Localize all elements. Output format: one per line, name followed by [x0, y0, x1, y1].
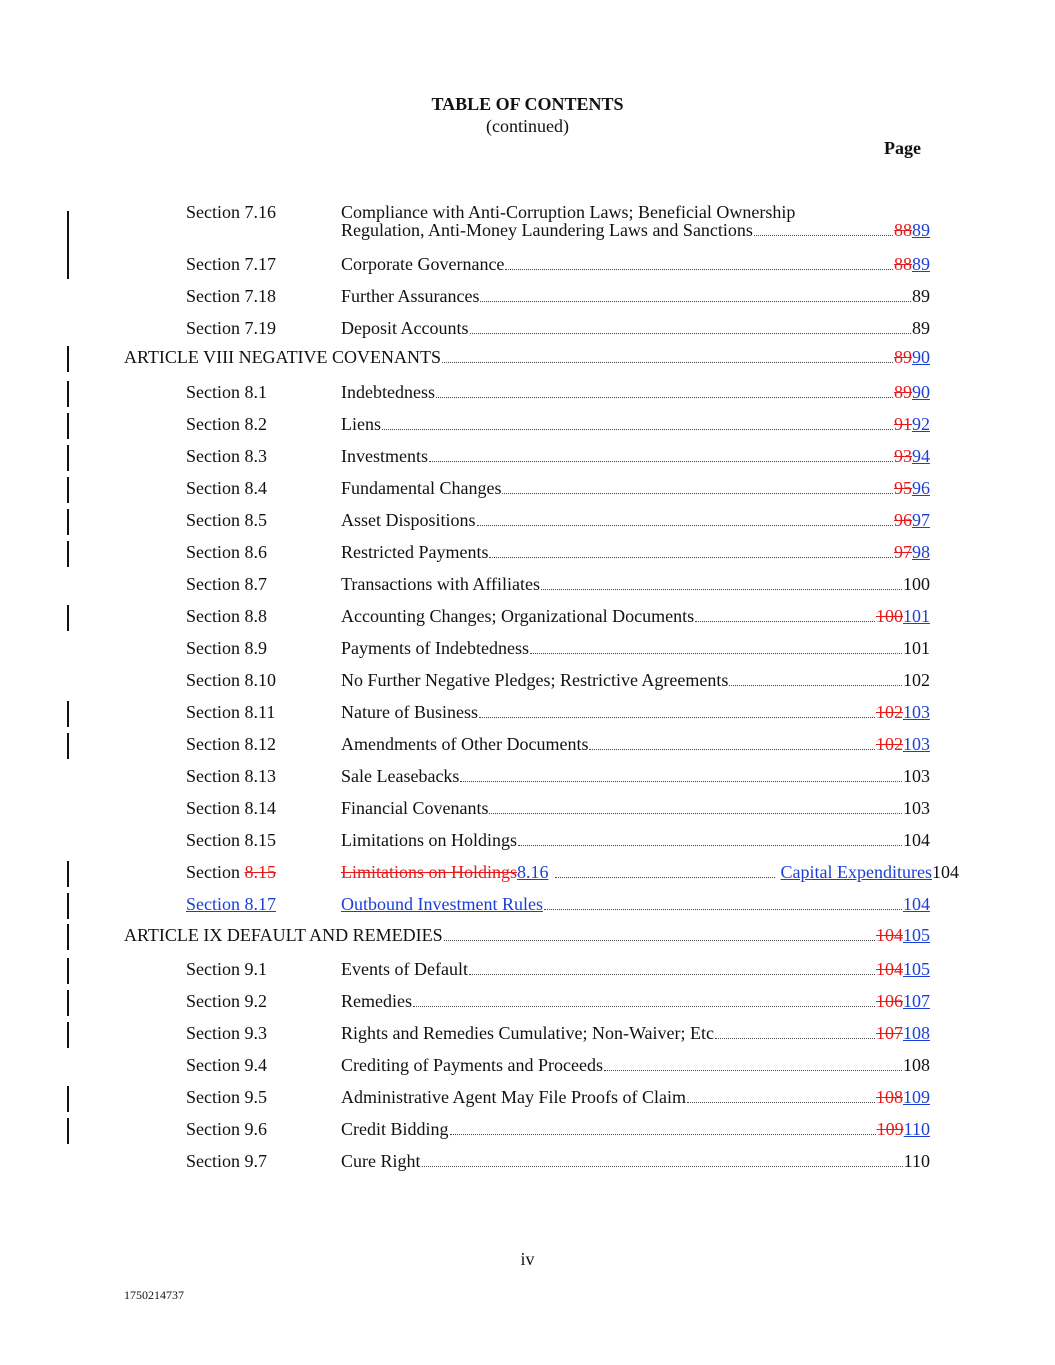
section-number: Section 9.5	[186, 1087, 267, 1107]
page-ref	[876, 990, 930, 1012]
deleted-page: 102	[876, 702, 903, 722]
dot-leader	[589, 735, 875, 750]
inserted-page[interactable]: 96	[912, 478, 930, 498]
inserted-page[interactable]: 108	[903, 1023, 930, 1043]
toc-entry	[0, 797, 1055, 819]
dot-leader	[502, 479, 893, 494]
page-ref	[876, 1022, 930, 1044]
section-number: Section 9.7	[186, 1151, 267, 1171]
section-title: Administrative Agent May File Proofs of Claim	[341, 1087, 686, 1107]
inserted-page[interactable]: 94	[912, 446, 930, 466]
page-ref	[876, 924, 930, 946]
toc-entry-redline	[0, 861, 1055, 883]
section-number: Section 9.2	[186, 991, 267, 1011]
dot-leader	[555, 863, 775, 878]
page-ref: 102	[903, 670, 930, 690]
section-number: Section 9.6	[186, 1119, 267, 1139]
dot-leader	[442, 348, 893, 363]
change-bar	[67, 605, 69, 631]
dot-leader	[444, 926, 875, 941]
change-bar	[67, 253, 69, 279]
deleted-page: 88	[894, 254, 912, 274]
toc-entry	[0, 477, 1055, 499]
toc-subtitle: (continued)	[486, 116, 569, 136]
dot-leader	[469, 960, 875, 975]
toc-article	[0, 346, 1055, 368]
section-title-line1: Compliance with Anti-Corruption Laws; Beneficial Ownership	[341, 202, 796, 222]
dot-leader	[479, 703, 875, 718]
toc-entry	[0, 701, 1055, 723]
toc-entry	[0, 413, 1055, 435]
section-title: Asset Dispositions	[341, 510, 476, 530]
section-number: Section 7.17	[186, 254, 276, 274]
deleted-page: 89	[894, 347, 912, 367]
deleted-page: 95	[894, 478, 912, 498]
change-bar	[67, 346, 69, 372]
change-bar	[67, 958, 69, 984]
deleted-page: 109	[876, 1119, 904, 1139]
page-ref	[894, 381, 930, 403]
toc-entry	[0, 445, 1055, 467]
deleted-section-number: 8.15	[244, 862, 276, 882]
inserted-page[interactable]: 97	[912, 510, 930, 530]
page-ref: 108	[903, 1055, 930, 1075]
dot-leader	[460, 767, 902, 782]
page-ref	[894, 541, 930, 563]
toc-entry	[0, 669, 1055, 691]
deleted-page: 104	[876, 959, 903, 979]
change-bar	[67, 1118, 69, 1144]
inserted-page[interactable]: 90	[912, 382, 930, 402]
toc-article	[0, 924, 1055, 946]
section-title: Events of Default	[341, 959, 468, 979]
toc-entry	[0, 765, 1055, 787]
section-title: Crediting of Payments and Proceeds	[341, 1055, 603, 1075]
dot-leader	[477, 511, 893, 526]
section-number: Section 8.6	[186, 542, 267, 562]
dot-leader	[470, 319, 912, 334]
toc-entry	[0, 381, 1055, 403]
dot-leader	[429, 447, 893, 462]
section-number: Section 9.4	[186, 1055, 267, 1075]
dot-leader	[382, 415, 893, 430]
section-title: Corporate Governance	[341, 254, 505, 274]
toc-entry-inserted	[0, 893, 1055, 915]
page-ref: 104	[903, 830, 930, 850]
page-ref	[876, 605, 930, 627]
section-number: Section 8.8	[186, 606, 267, 626]
toc-entry	[0, 637, 1055, 659]
change-bar	[67, 893, 69, 919]
change-bar	[67, 509, 69, 535]
section-number: Section 8.5	[186, 510, 267, 530]
inserted-page[interactable]: 92	[912, 414, 930, 434]
section-title: Amendments of Other Documents	[341, 734, 589, 754]
page-ref	[894, 346, 930, 368]
section-title: Accounting Changes; Organizational Documents	[341, 606, 695, 626]
toc-entry	[0, 1022, 1055, 1044]
deleted-page: 96	[894, 510, 912, 530]
page-ref: 110	[903, 1151, 930, 1171]
inserted-page[interactable]: 107	[903, 991, 930, 1011]
section-title: Remedies	[341, 991, 412, 1011]
toc-entry	[0, 1086, 1055, 1108]
section-number: Section 9.3	[186, 1023, 267, 1043]
toc-entry	[0, 317, 1055, 339]
page-ref	[876, 1086, 930, 1108]
page-column-header: Page	[884, 138, 921, 158]
inserted-page[interactable]: 103	[903, 702, 930, 722]
section-title: Fundamental Changes	[341, 478, 502, 498]
section-title: Investments	[341, 446, 428, 466]
section-title: No Further Negative Pledges; Restrictive Agreements	[341, 670, 729, 690]
inserted-page[interactable]: 101	[903, 606, 930, 626]
change-bar	[67, 1022, 69, 1048]
section-title: Limitations on Holdings	[341, 830, 518, 850]
page-ref	[894, 413, 930, 435]
change-bar	[67, 413, 69, 439]
toc-entry	[0, 829, 1055, 851]
deleted-page: 108	[876, 1087, 903, 1107]
page-ref	[877, 1118, 930, 1140]
section-number: Section 8.1	[186, 382, 267, 402]
section-number: Section 8.2	[186, 414, 267, 434]
inserted-page[interactable]: 89	[912, 220, 930, 240]
deleted-page: 93	[894, 446, 912, 466]
toc-title: TABLE OF CONTENTS	[431, 94, 624, 114]
section-number: Section 7.18	[186, 286, 276, 306]
change-bar	[67, 733, 69, 759]
section-title: Further Assurances	[341, 286, 480, 306]
section-number: Section 8.3	[186, 446, 267, 466]
toc-entry	[0, 202, 1055, 241]
inserted-section-title[interactable]: Capital Expenditures	[780, 862, 932, 882]
page-ref: 103	[903, 766, 930, 786]
dot-leader	[715, 1024, 875, 1039]
deleted-section-title: Limitations on Holdings	[341, 862, 518, 882]
section-title: Nature of Business	[341, 702, 478, 722]
dot-leader	[604, 1056, 902, 1071]
toc-entry	[0, 1150, 1055, 1172]
section-prefix: Section	[186, 862, 240, 882]
page-ref	[876, 701, 930, 723]
change-bar	[67, 211, 69, 255]
section-number: Section 7.19	[186, 318, 276, 338]
article-title: ARTICLE IX DEFAULT AND REMEDIES	[124, 925, 443, 945]
dot-leader	[518, 831, 902, 846]
section-number: Section 8.15	[186, 830, 276, 850]
toc-entry	[0, 285, 1055, 307]
inserted-page[interactable]: 103	[903, 734, 930, 754]
toc-entry	[0, 573, 1055, 595]
toc-entry	[0, 541, 1055, 563]
toc-entry	[0, 509, 1055, 531]
section-title: Sale Leasebacks	[341, 766, 460, 786]
section-title: Payments of Indebtedness	[341, 638, 529, 658]
section-number: Section 8.13	[186, 766, 276, 786]
article-title: ARTICLE VIII NEGATIVE COVENANTS	[124, 347, 442, 367]
page-ref: 103	[903, 798, 930, 818]
change-bar	[67, 541, 69, 567]
section-title: Deposit Accounts	[341, 318, 469, 338]
dot-leader	[695, 607, 875, 622]
deleted-page: 102	[876, 734, 903, 754]
toc-entry	[0, 1054, 1055, 1076]
section-title: Transactions with Affiliates	[341, 574, 540, 594]
section-title: Cure Right	[341, 1151, 421, 1171]
page-ref	[876, 958, 930, 980]
deleted-page: 88	[894, 220, 912, 240]
dot-leader	[541, 575, 902, 590]
inserted-section-number[interactable]: Section 8.17	[186, 894, 276, 914]
dot-leader	[489, 799, 902, 814]
page-ref: 101	[903, 638, 930, 658]
toc-entry	[0, 733, 1055, 755]
inserted-section-number[interactable]: 8.16	[517, 862, 549, 882]
inserted-page[interactable]: 90	[912, 347, 930, 367]
section-number: Section 8.14	[186, 798, 276, 818]
page-ref	[894, 509, 930, 531]
deleted-page: 89	[894, 382, 912, 402]
change-bar	[67, 990, 69, 1016]
section-number: Section 8.9	[186, 638, 267, 658]
page-number: iv	[520, 1249, 535, 1269]
section-title: Financial Covenants	[341, 798, 489, 818]
dot-leader	[450, 1120, 876, 1135]
section-title: Rights and Remedies Cumulative; Non-Waiver; Etc	[341, 1023, 714, 1043]
page-ref	[894, 477, 930, 499]
section-title: Liens	[341, 414, 381, 434]
change-bar	[67, 445, 69, 471]
section-number: Section 9.1	[186, 959, 267, 979]
change-bar	[67, 477, 69, 503]
dot-leader	[505, 255, 893, 270]
change-bar	[67, 924, 69, 950]
dot-leader	[480, 287, 911, 302]
section-title-line2: Regulation, Anti-Money Laundering Laws and Sanctions	[341, 220, 753, 240]
inserted-section-title[interactable]: Outbound Investment Rules	[341, 894, 543, 914]
dot-leader	[413, 992, 875, 1007]
deleted-page: 106	[876, 991, 903, 1011]
dot-leader	[754, 221, 893, 236]
page-ref	[894, 445, 930, 467]
section-number: Section 8.11	[186, 702, 276, 722]
inserted-page[interactable]: 109	[903, 1087, 930, 1107]
section-number: Section 8.4	[186, 478, 267, 498]
dot-leader	[687, 1088, 875, 1103]
section-number: Section 8.12	[186, 734, 276, 754]
page-ref: 89	[912, 318, 930, 338]
toc-entry	[0, 958, 1055, 980]
toc-entry	[0, 605, 1055, 627]
page-ref: 104	[932, 862, 959, 882]
page-ref: 100	[903, 574, 930, 594]
section-title: Restricted Payments	[341, 542, 489, 562]
inserted-page[interactable]: 105	[903, 925, 930, 945]
inserted-page[interactable]: 105	[903, 959, 930, 979]
dot-leader	[422, 1152, 903, 1167]
inserted-page[interactable]: 98	[912, 542, 930, 562]
inserted-page[interactable]: 89	[912, 254, 930, 274]
dot-leader	[729, 671, 902, 686]
deleted-page: 91	[894, 414, 912, 434]
document-id: 1750214737	[124, 1288, 184, 1302]
change-bar	[67, 381, 69, 407]
deleted-page: 100	[876, 606, 903, 626]
change-bar	[67, 1086, 69, 1112]
section-number: Section 8.7	[186, 574, 267, 594]
toc-entry	[0, 253, 1055, 275]
toc-entry	[0, 1118, 1055, 1140]
inserted-page[interactable]: 104	[903, 894, 930, 914]
section-number: Section 8.10	[186, 670, 276, 690]
dot-leader	[436, 383, 893, 398]
section-title: Indebtedness	[341, 382, 435, 402]
section-number	[186, 861, 276, 883]
deleted-page: 107	[876, 1023, 903, 1043]
inserted-page[interactable]: 110	[903, 1119, 930, 1139]
page-ref	[876, 733, 930, 755]
deleted-page: 104	[876, 925, 903, 945]
page-ref: 89	[912, 286, 930, 306]
dot-leader	[530, 639, 902, 654]
dot-leader	[544, 895, 902, 910]
dot-leader	[489, 543, 893, 558]
page-ref	[894, 219, 930, 241]
deleted-page: 97	[894, 542, 912, 562]
page-ref	[894, 253, 930, 275]
section-title: Credit Bidding	[341, 1119, 449, 1139]
change-bar	[67, 701, 69, 727]
toc-entry	[0, 990, 1055, 1012]
change-bar	[67, 861, 69, 887]
section-number: Section 7.16	[186, 202, 276, 222]
